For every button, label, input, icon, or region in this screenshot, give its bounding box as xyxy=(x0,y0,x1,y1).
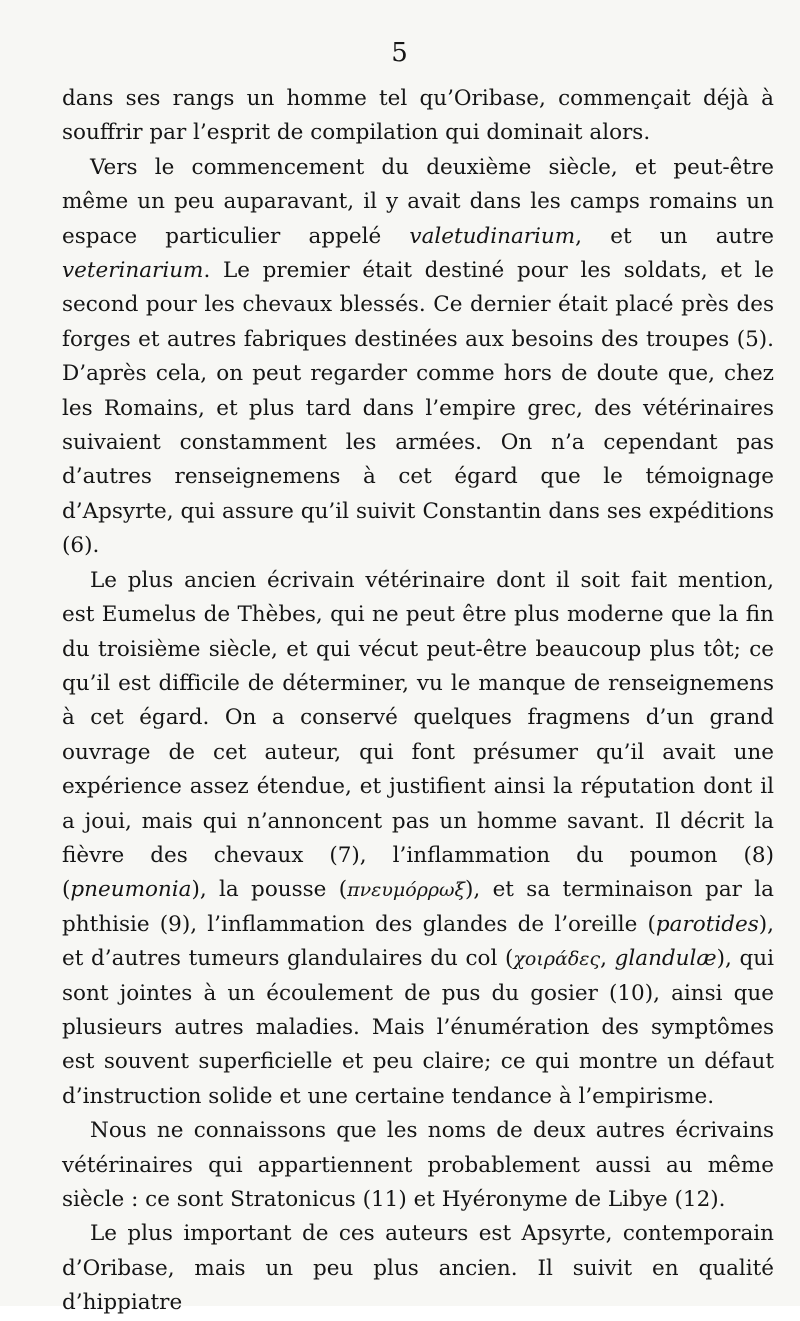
paragraph xyxy=(62,564,774,1115)
italic-term: veterinarium xyxy=(62,258,204,284)
italic-term: glandulæ xyxy=(614,946,717,972)
italic-term: pneumonia xyxy=(70,877,192,903)
page-number: 5 xyxy=(391,38,409,68)
paragraph xyxy=(62,151,774,564)
text-run: dans ses rangs un homme tel qu’Oribase, commençait déjà à souffrir par l’esprit de compilation qui dominait alors. xyxy=(62,86,774,146)
text-run: . Le premier était destiné pour les soldats, et le second pour les chevaux blessés. Ce dernier était placé près des forges et autres fabriques destinées aux besoins des troupes (5). D’après cela, on peut regarder comme hors de doute que, chez les Romains, et plus tard dans l’empire grec, des vétérinaires suivaient constamment les armées. On n’a cependant pas d’autres renseignemens à cet égard que le témoignage d’Apsyrte, qui assure qu’il suivit Constantin dans ses expéditions (6). xyxy=(62,258,774,559)
text-run: , et un autre xyxy=(575,223,774,249)
paragraph xyxy=(62,1114,774,1217)
text-run: Nous ne connaissons que les noms de deux autres écrivains vétérinaires qui appartiennent probablement aussi au même siècle : ce sont Stratonicus (11) et Hyéronyme de Libye (12). xyxy=(62,1118,774,1212)
text-run: ), et d’autres tumeurs glandulaires du col ( xyxy=(62,911,774,972)
paragraph xyxy=(62,1217,774,1320)
text-run: , xyxy=(600,946,615,972)
text-run: Le plus important de ces auteurs est Apsyrte, contemporain d’Oribase, mais un peu plus ancien. Il suivit en qualité d’hippiatre xyxy=(62,1221,774,1316)
italic-term: valetudinarium xyxy=(409,223,576,249)
greek-term: χοιράδες xyxy=(513,948,601,971)
text-run: ), la pousse ( xyxy=(191,877,348,903)
italic-term: parotides xyxy=(655,911,759,937)
text-run: Vers le commencement du deuxième siècle, et peut-être même un peu auparavant, il y avait dans les camps romains un espace particulier appelé xyxy=(62,154,774,249)
text-run: ), qui sont jointes à un écoulement de pus du gosier (10), ainsi que plusieurs autres maladies. Mais l’énumération des symptômes est souvent superficielle et peu claire; ce qui montre un défaut d’instruction solide et une certaine tendance à l’empirisme. xyxy=(62,946,774,1109)
text-run: ), et sa terminaison par la phthisie (9), l’inflammation des glandes de l’oreille ( xyxy=(62,877,774,937)
body-text xyxy=(62,82,774,1321)
text-run: Le plus ancien écrivain vétérinaire dont il soit fait mention, est Eumelus de Thèbes, qui ne peut être plus moderne que la fin du troisième siècle, et qui vécut peut-être beaucoup plus tôt; ce qu’il est difficile de déterminer, vu le manque de renseignemens à cet égard. On a conservé quelques fragmens d’un grand ouvrage de cet auteur, qui font présumer qu’il avait une expérience assez étendue, et justifient ainsi la réputation dont il a joui, mais qui n’annoncent pas un homme savant. Il décrit la fièvre des chevaux (7), l’inflammation du poumon (8) ( xyxy=(62,567,774,903)
greek-term: πνευμόρρωξ xyxy=(347,879,466,902)
paragraph xyxy=(62,82,774,151)
